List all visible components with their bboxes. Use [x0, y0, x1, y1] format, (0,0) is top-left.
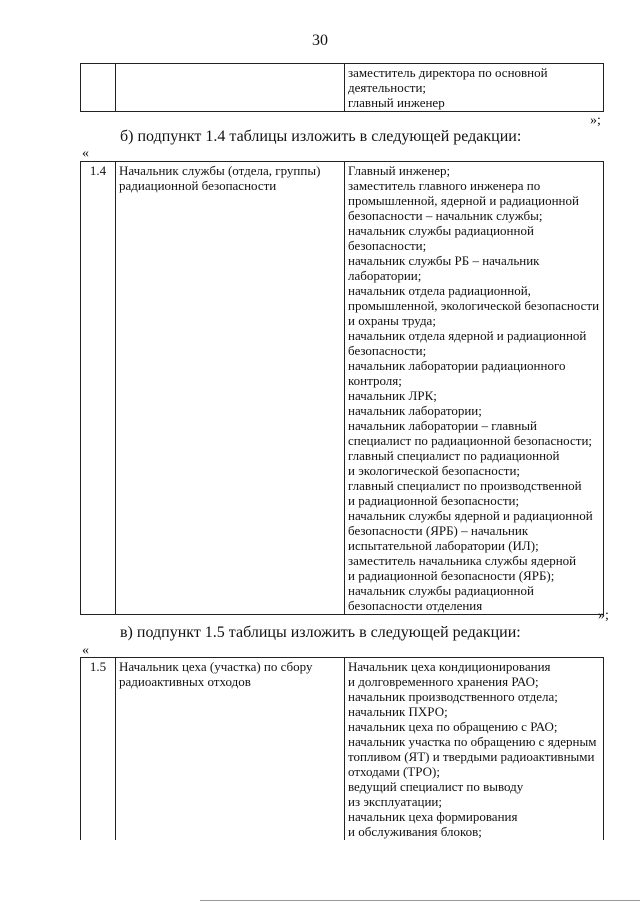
section-c-table: [80, 657, 604, 840]
list-line: и обслуживания блоков;: [348, 824, 482, 839]
position-line: Начальник цеха (участка) по сбору: [119, 659, 313, 674]
list-line: лаборатории;: [348, 268, 422, 283]
closing-quote: »;: [598, 608, 609, 623]
list-line: начальник отдела радиационной,: [348, 283, 531, 298]
list-line: деятельности;: [348, 80, 427, 95]
list-line: и радиационной безопасности;: [348, 493, 520, 508]
list-line: ведущий специалист по выводу: [348, 779, 524, 794]
list-line: и долговременного хранения РАО;: [348, 674, 539, 689]
list-line: контроля;: [348, 373, 402, 388]
list-line: начальник участка по обращению с ядерным: [348, 734, 597, 749]
row-number-cell: [81, 64, 116, 112]
list-line: начальник цеха по обращению с РАО;: [348, 719, 558, 734]
list-line: начальник лаборатории – главный: [348, 418, 537, 433]
list-line: Главный инженер;: [348, 163, 451, 178]
list-line: главный инженер: [348, 95, 445, 110]
row-positions-list: [345, 64, 604, 112]
list-line: начальник лаборатории радиационного: [348, 358, 566, 373]
list-line: топливом (ЯТ) и твердыми радиоактивными: [348, 749, 595, 764]
row-position-cell: [116, 64, 345, 112]
list-line: промышленной, ядерной и радиационной: [348, 193, 579, 208]
list-line: безопасности – начальник службы;: [348, 208, 543, 223]
table-row: [81, 162, 604, 615]
list-line: заместитель начальника службы ядерной: [348, 553, 577, 568]
position-line: Начальник службы (отдела, группы): [119, 163, 321, 178]
row-number-cell: 1.4: [81, 162, 116, 615]
list-line: Начальник цеха кондиционирования: [348, 659, 551, 674]
row-positions-list: [345, 658, 604, 841]
list-line: из эксплуатации;: [348, 794, 442, 809]
row-position-cell: [116, 658, 345, 841]
section-b-heading: б) подпункт 1.4 таблицы изложить в следующей редакции:: [120, 128, 522, 145]
list-line: безопасности;: [348, 238, 427, 253]
list-line: начальник производственного отдела;: [348, 689, 558, 704]
list-line: промышленной, экологической безопасности: [348, 298, 600, 313]
list-line: отходами (ТРО);: [348, 764, 440, 779]
list-line: начальник службы РБ – начальник: [348, 253, 540, 268]
list-line: начальник лаборатории;: [348, 403, 482, 418]
opening-quote: «: [82, 643, 89, 658]
list-line: начальник службы ядерной и радиационной: [348, 508, 593, 523]
list-line: главный специалист по производственной: [348, 478, 582, 493]
list-line: начальник службы радиационной: [348, 223, 534, 238]
table-row: [81, 658, 604, 841]
section-b-table: [80, 161, 604, 615]
table-row: [81, 64, 604, 112]
top-table: [80, 63, 604, 112]
row-positions-list: [345, 162, 604, 615]
section-c-heading: в) подпункт 1.5 таблицы изложить в следующей редакции:: [120, 624, 521, 641]
scan-edge-line: [200, 900, 640, 901]
closing-quote: »;: [590, 113, 601, 128]
page-number: 30: [312, 32, 328, 49]
list-line: начальник службы радиационной: [348, 583, 534, 598]
list-line: и охраны труда;: [348, 313, 436, 328]
list-line: безопасности (ЯРБ) – начальник: [348, 523, 529, 538]
position-line: радиоактивных отходов: [119, 674, 251, 689]
list-line: заместитель директора по основной: [348, 65, 548, 80]
opening-quote: «: [82, 146, 89, 161]
row-number-cell: 1.5: [81, 658, 116, 841]
row-position-cell: [116, 162, 345, 615]
list-line: начальник ПХРО;: [348, 704, 448, 719]
list-line: и экологической безопасности;: [348, 463, 521, 478]
list-line: безопасности отделения: [348, 598, 483, 613]
list-line: и радиационной безопасности (ЯРБ);: [348, 568, 555, 583]
list-line: начальник ЛРК;: [348, 388, 437, 403]
list-line: заместитель главного инженера по: [348, 178, 541, 193]
position-line: радиационной безопасности: [119, 178, 277, 193]
list-line: безопасности;: [348, 343, 427, 358]
list-line: испытательной лаборатории (ИЛ);: [348, 538, 539, 553]
list-line: начальник отдела ядерной и радиационной: [348, 328, 587, 343]
list-line: главный специалист по радиационной: [348, 448, 560, 463]
list-line: начальник цеха формирования: [348, 809, 518, 824]
list-line: специалист по радиационной безопасности;: [348, 433, 593, 448]
